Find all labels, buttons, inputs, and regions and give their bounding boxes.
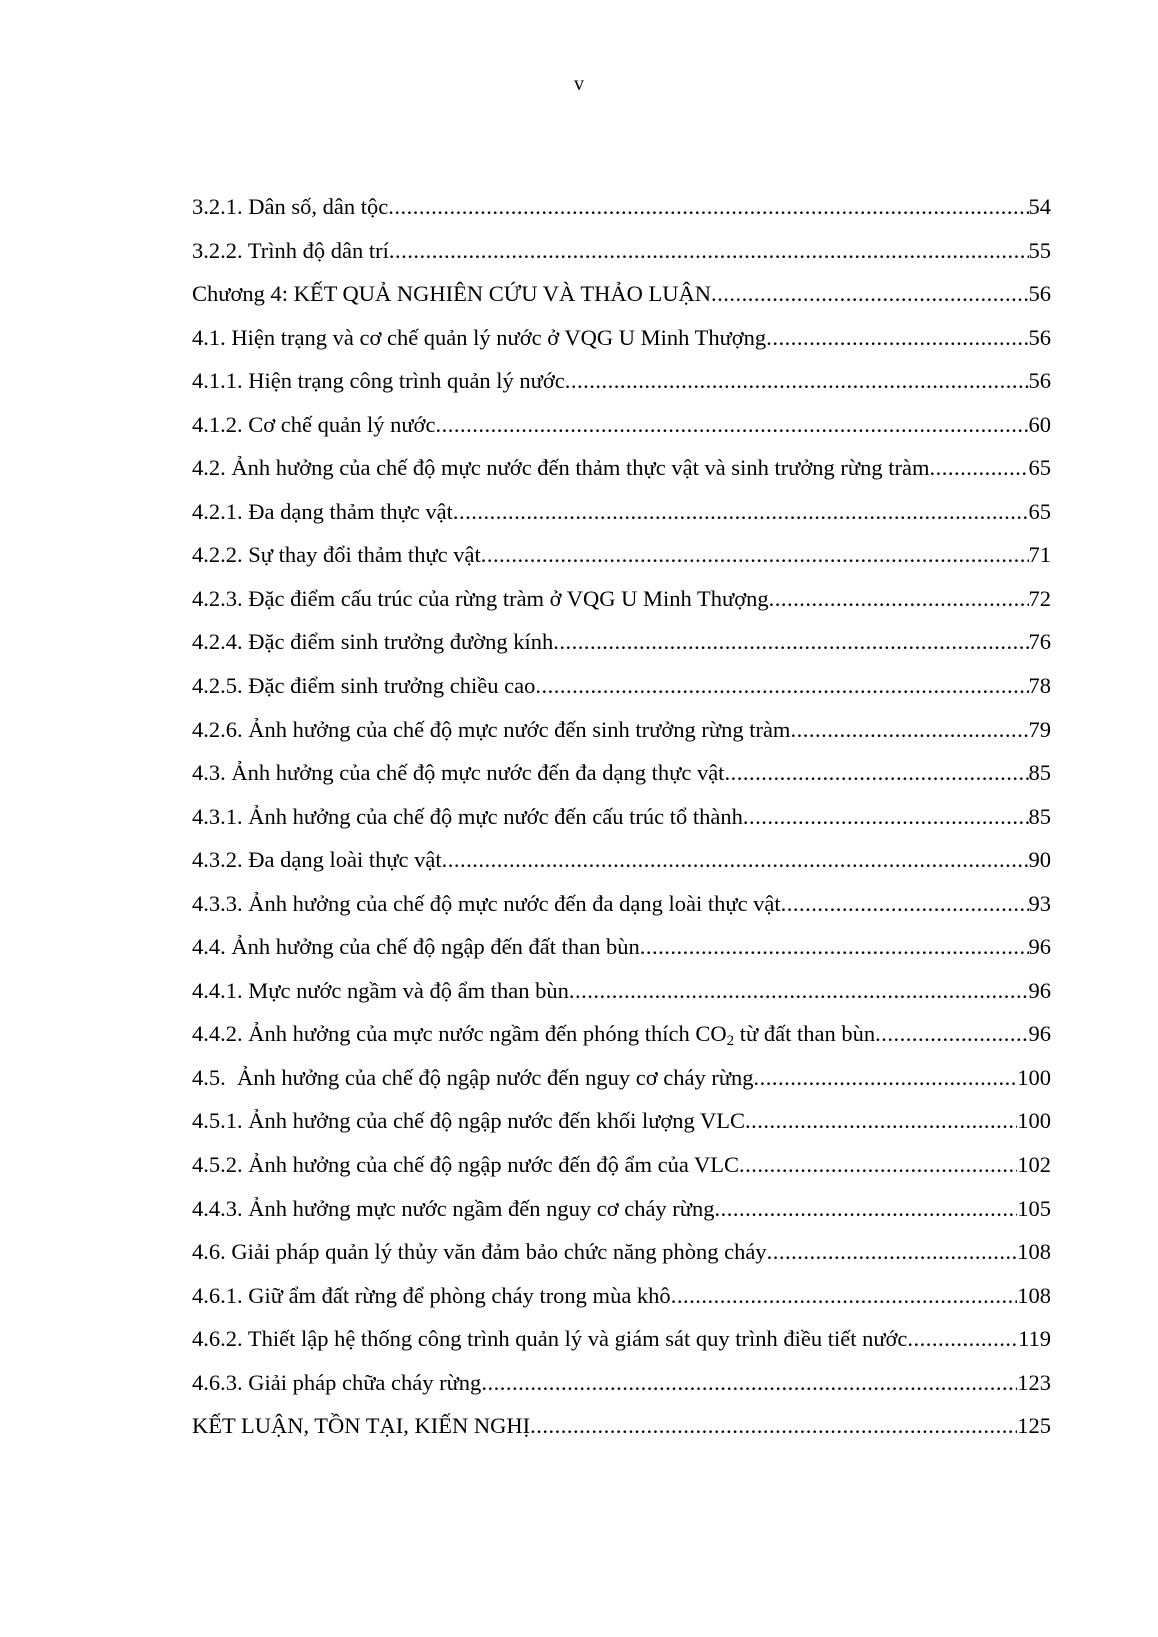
toc-entry-title: Chương 4: KẾT QUẢ NGHIÊN CỨU VÀ THẢO LUẬN [192,281,712,307]
toc-entry[interactable] [192,1194,1051,1238]
toc-entry[interactable] [192,889,1051,933]
toc-entry[interactable] [192,1019,1051,1063]
toc-entry-page: 96 [1028,1021,1051,1047]
toc-entry-page: 102 [1017,1152,1051,1178]
toc-entry-title: 4.3.2. Đa dạng loài thực vật [192,847,442,873]
toc-entry[interactable] [192,1063,1051,1107]
toc-entry-title: 4.1.1. Hiện trạng công trình quản lý nước [192,368,565,394]
toc-entry-title: 3.2.1. Dân số, dân tộc [192,194,389,219]
toc-entry-page: 56 [1028,281,1051,307]
toc-entry[interactable] [192,671,1051,715]
toc-leader [389,236,1029,266]
toc-leader [453,497,1029,527]
toc-leader [875,1019,1028,1049]
toc-leader [481,540,1029,570]
toc-entry-page: 119 [1018,1326,1051,1352]
toc-entry-title-rest: từ đất than bùn [734,1021,876,1047]
toc-entry-title: 4.2.2. Sự thay đổi thảm thực vật [192,542,481,568]
toc-entry-title: 4.4.1. Mực nước ngầm và độ ẩm than bùn [192,977,569,1003]
toc-entry-page: 90 [1028,847,1051,873]
toc-entry[interactable] [192,802,1051,846]
toc-entry-title: 4.2. Ảnh hưởng của chế độ mực nước đến thảm thực vật và sinh trưởng rừng tràm [192,455,930,481]
toc-entry[interactable] [192,366,1051,410]
toc-entry-title: 4.5.1. Ảnh hưởng của chế độ ngập nước đến khối lượng VLC [192,1108,746,1134]
toc-entry[interactable] [192,715,1051,759]
toc-entry-page: 93 [1028,890,1051,916]
toc-entry-page: 78 [1028,673,1051,699]
toc-entry-title [192,1019,875,1049]
toc-leader [565,366,1029,396]
toc-leader [435,410,1028,440]
toc-leader [569,976,1029,1006]
toc-entry-title: 4.3.1. Ảnh hưởng của chế độ mực nước đến cấu trúc tổ thành [192,803,743,829]
toc-entry-page: 123 [1017,1369,1051,1395]
toc-entry-page: 72 [1028,585,1051,611]
toc-leader [530,1411,1017,1441]
toc-entry-page: 96 [1028,934,1051,960]
toc-entry-page: 105 [1017,1195,1051,1221]
toc-entry-page: 85 [1028,803,1051,829]
toc-entry-page: 79 [1028,716,1051,742]
toc-entry[interactable] [192,1106,1051,1150]
toc-entry[interactable] [192,323,1051,367]
toc-entry[interactable] [192,1237,1051,1281]
toc-entry-title: 4.5. Ảnh hưởng của chế độ ngập nước đến nguy cơ cháy rừng [192,1064,754,1090]
toc-entry-page: 54 [1028,194,1051,219]
toc-entry[interactable] [192,627,1051,671]
toc-entry[interactable] [192,758,1051,802]
toc-entry-title: 4.5.2. Ảnh hưởng của chế độ ngập nước đến độ ẩm của VLC [192,1152,740,1178]
toc-entry[interactable] [192,410,1051,454]
toc-entry[interactable] [192,1281,1051,1325]
toc-entry-title: 4.3. Ảnh hưởng của chế độ mực nước đến đa dạng thực vật [192,760,725,786]
toc-entry-page: 96 [1028,977,1051,1003]
toc-entry-title: 4.6.1. Giữ ẩm đất rừng để phòng cháy trong mùa khô [192,1282,671,1308]
toc-leader [745,1106,1017,1136]
toc-entry-page: 56 [1028,368,1051,394]
toc-entry-title: 4.2.5. Đặc điểm sinh trưởng chiều cao [192,673,536,699]
toc-entry-title: 4.2.3. Đặc điểm cấu trúc của rừng tràm ở VQG U Minh Thượng [192,585,769,611]
toc-entry-title-main: 4.4.2. Ảnh hưởng của mực nước ngầm đến phóng thích CO [192,1021,727,1047]
toc-leader [671,1281,1018,1311]
toc-entry-title: 4.6.2. Thiết lập hệ thống công trình quản lý và giám sát quy trình điều tiết nước [192,1326,908,1352]
toc-leader [711,279,1028,309]
toc-leader [790,715,1028,745]
toc-leader [743,802,1029,832]
toc-entry-page: 108 [1017,1282,1051,1308]
toc-leader [907,1324,1018,1354]
toc-entry[interactable] [192,1411,1051,1455]
toc-entry-page: 55 [1028,237,1051,263]
toc-entry-page: 60 [1028,411,1051,437]
toc-leader [442,845,1029,875]
toc-entry-page: 56 [1028,324,1051,350]
toc-entry-title: 4.6. Giải pháp quản lý thủy văn đảm bảo chức năng phòng cháy [192,1239,767,1265]
toc-leader [553,627,1028,657]
toc-entry-page: 76 [1028,629,1051,655]
toc-entry-title: 4.1. Hiện trạng và cơ chế quản lý nước ở VQG U Minh Thượng [192,324,767,350]
toc-leader [481,1368,1017,1398]
table-of-contents [192,192,1051,1455]
toc-entry[interactable] [192,1324,1051,1368]
toc-leader [739,1150,1017,1180]
toc-leader [766,323,1028,353]
toc-entry-title: 4.2.1. Đa dạng thảm thực vật [192,498,453,524]
toc-entry[interactable] [192,236,1051,280]
toc-entry[interactable] [192,1150,1051,1194]
toc-entry-page: 65 [1028,498,1051,524]
toc-entry-page: 85 [1028,760,1051,786]
toc-entry[interactable] [192,976,1051,1020]
toc-entry-page: 125 [1017,1413,1051,1439]
toc-entry-page: 100 [1017,1108,1051,1134]
toc-entry-page: 100 [1017,1064,1051,1090]
toc-leader [724,758,1028,788]
toc-entry[interactable] [192,453,1051,497]
page-number: v [574,73,584,95]
toc-entry-title: 4.4.3. Ảnh hưởng mực nước ngầm đến nguy cơ cháy rừng [192,1195,715,1221]
toc-entry-title: 3.2.2. Trình độ dân trí [192,237,389,263]
co2-subscript: 2 [726,1033,735,1050]
toc-entry-page: 65 [1028,455,1051,481]
toc-entry[interactable] [192,584,1051,628]
toc-entry[interactable] [192,192,1051,236]
toc-entry[interactable] [192,279,1051,323]
toc-leader [754,1063,1018,1093]
toc-leader [769,584,1029,614]
toc-entry[interactable] [192,1368,1051,1412]
toc-entry-title: 4.4. Ảnh hưởng của chế độ ngập đến đất than bùn [192,934,640,960]
toc-entry-title: 4.2.4. Đặc điểm sinh trưởng đường kính [192,629,554,655]
toc-leader [929,453,1028,483]
toc-entry-title: 4.6.3. Giải pháp chữa cháy rừng [192,1369,482,1395]
toc-leader [767,1237,1018,1267]
toc-entry-title: 4.1.2. Cơ chế quản lý nước [192,411,436,437]
toc-entry[interactable] [192,540,1051,584]
toc-entry[interactable] [192,497,1051,541]
toc-leader [535,671,1028,701]
toc-leader [388,192,1028,222]
toc-leader [640,932,1029,962]
toc-entry[interactable] [192,932,1051,976]
toc-entry-page: 71 [1028,542,1051,568]
toc-entry-page: 108 [1017,1239,1051,1265]
toc-entry[interactable] [192,845,1051,889]
toc-leader [715,1194,1018,1224]
toc-entry-title: 4.3.3. Ảnh hưởng của chế độ mực nước đến đa dạng loài thực vật [192,890,781,916]
toc-leader [781,889,1029,919]
toc-entry-title: KẾT LUẬN, TỒN TẠI, KIẾN NGHỊ [192,1413,531,1439]
toc-entry-title: 4.2.6. Ảnh hưởng của chế độ mực nước đến sinh trưởng rừng tràm [192,716,791,742]
